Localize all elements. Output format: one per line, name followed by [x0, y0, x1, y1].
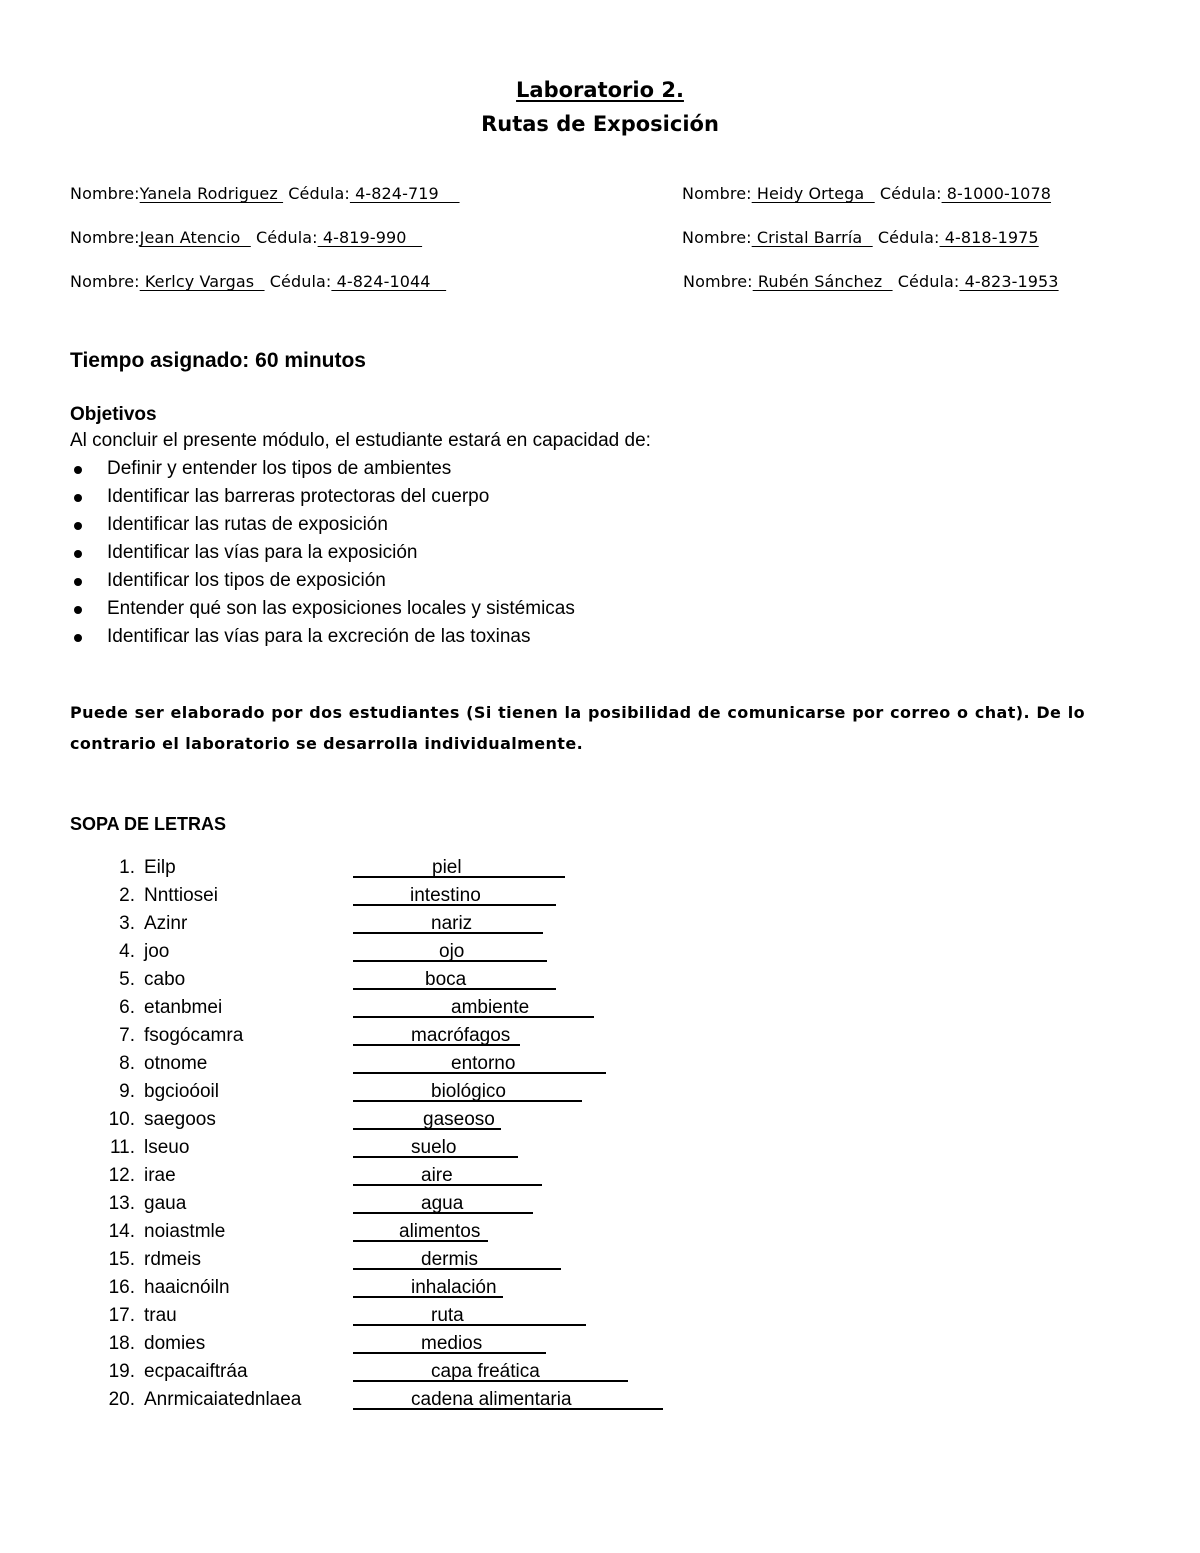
- student-name: Yanela Rodriguez: [139, 184, 284, 203]
- student-name: Jean Atencio: [139, 228, 251, 247]
- word-row: [0, 1078, 1200, 1106]
- id-label: Cédula:: [874, 184, 942, 203]
- answer-word: nariz: [431, 913, 473, 934]
- word-row: [0, 1358, 1200, 1386]
- scrambled-word: Azinr: [144, 913, 188, 934]
- name-label: Nombre:: [70, 184, 140, 203]
- answer-word: ruta: [431, 1305, 464, 1326]
- answer-word: capa freática: [431, 1361, 540, 1382]
- list-item: Identificar las rutas de exposición: [70, 511, 575, 539]
- scrambled-word: fsogócamra: [144, 1025, 244, 1046]
- word-number: 17.: [108, 1305, 135, 1326]
- scrambled-word: Anrmicaiatednlaea: [144, 1389, 302, 1410]
- word-row: [0, 938, 1200, 966]
- word-row: [0, 1218, 1200, 1246]
- word-number: 5.: [119, 969, 135, 990]
- student-name: Rubén Sánchez: [752, 272, 893, 291]
- word-row: [0, 1330, 1200, 1358]
- scrambled-word: lseuo: [144, 1137, 190, 1158]
- word-row: [0, 1050, 1200, 1078]
- answer-blank: [353, 1134, 518, 1158]
- student-id: 4-824-719: [349, 184, 460, 203]
- scrambled-word: etanbmei: [144, 997, 223, 1018]
- scrambled-word: joo: [144, 941, 170, 962]
- answer-blank: [353, 1022, 520, 1046]
- word-row: [0, 1162, 1200, 1190]
- scrambled-word: Eilp: [144, 857, 176, 878]
- word-row: [0, 1134, 1200, 1162]
- student-name: Kerlcy Vargas: [139, 272, 265, 291]
- answer-blank: [353, 1246, 561, 1270]
- answer-blank: [353, 1218, 488, 1242]
- answer-blank: [353, 1302, 586, 1326]
- answer-blank: [353, 1190, 533, 1214]
- answer-word: biológico: [431, 1081, 506, 1102]
- answer-blank: [353, 1386, 663, 1410]
- scrambled-word: otnome: [144, 1053, 208, 1074]
- list-item: Identificar las vías para la exposición: [70, 539, 575, 567]
- scrambled-word: Nnttiosei: [144, 885, 218, 906]
- student-line-6: [683, 272, 1059, 291]
- answer-word: inhalación: [411, 1277, 497, 1298]
- id-label: Cédula:: [264, 272, 332, 291]
- word-number: 14.: [108, 1221, 135, 1242]
- answer-word: agua: [421, 1193, 464, 1214]
- list-item: Definir y entender los tipos de ambientes: [70, 455, 575, 483]
- scrambled-word: trau: [144, 1305, 177, 1326]
- word-row: [0, 994, 1200, 1022]
- bullet-icon: [74, 466, 82, 474]
- word-number: 10.: [108, 1109, 135, 1130]
- time-allotted: Tiempo asignado: 60 minutos: [70, 349, 366, 372]
- student-id: 4-823-1953: [959, 272, 1059, 291]
- scrambled-word: haaicnóiln: [144, 1277, 230, 1298]
- answer-word: ambiente: [451, 997, 530, 1018]
- document-subtitle: Rutas de Exposición: [481, 112, 719, 136]
- word-row: [0, 1386, 1200, 1414]
- bullet-icon: [74, 494, 82, 502]
- word-search-heading: SOPA DE LETRAS: [70, 814, 227, 834]
- answer-blank: [353, 966, 556, 990]
- list-item: Entender qué son las exposiciones locales y sistémicas: [70, 595, 575, 623]
- id-label: Cédula:: [872, 228, 940, 247]
- objectives-list: [70, 455, 575, 651]
- scrambled-word: saegoos: [144, 1109, 216, 1130]
- answer-word: cadena alimentaria: [411, 1389, 572, 1410]
- student-line-1: [70, 184, 460, 203]
- word-number: 19.: [108, 1361, 135, 1382]
- answer-word: ojo: [439, 941, 465, 962]
- word-row: [0, 854, 1200, 882]
- bullet-icon: [74, 550, 82, 558]
- student-name: Heidy Ortega: [751, 184, 875, 203]
- student-name: Cristal Barría: [751, 228, 873, 247]
- student-id: 4-818-1975: [939, 228, 1039, 247]
- word-row: [0, 882, 1200, 910]
- bullet-icon: [74, 606, 82, 614]
- student-line-4: [682, 228, 1039, 247]
- word-row: [0, 1106, 1200, 1134]
- word-number: 7.: [119, 1025, 135, 1046]
- answer-blank: [353, 1078, 582, 1102]
- list-item: Identificar las vías para la excreción de las toxinas: [70, 623, 575, 651]
- student-line-5: [70, 272, 446, 291]
- student-id: 4-819-990: [317, 228, 423, 247]
- word-number: 18.: [108, 1333, 135, 1354]
- answer-word: medios: [421, 1333, 483, 1354]
- scrambled-word: cabo: [144, 969, 186, 990]
- answer-blank: [353, 882, 556, 906]
- word-row: [0, 1274, 1200, 1302]
- word-number: 4.: [119, 941, 135, 962]
- word-number: 2.: [119, 885, 135, 906]
- answer-blank: [353, 1050, 606, 1074]
- answer-blank: [353, 1274, 503, 1298]
- name-label: Nombre:: [682, 184, 752, 203]
- answer-word: alimentos: [399, 1221, 481, 1242]
- answer-word: intestino: [410, 885, 481, 906]
- scrambled-word: gaua: [144, 1193, 187, 1214]
- answer-blank: [353, 1162, 542, 1186]
- objectives-heading: Objetivos: [70, 404, 157, 425]
- word-number: 13.: [108, 1193, 135, 1214]
- answer-blank: [353, 854, 565, 878]
- answer-word: gaseoso: [423, 1109, 495, 1130]
- document-title: Laboratorio 2.: [516, 78, 684, 102]
- answer-word: boca: [425, 969, 467, 990]
- word-number: 12.: [108, 1165, 135, 1186]
- bullet-icon: [74, 634, 82, 642]
- id-label: Cédula:: [283, 184, 350, 203]
- answer-word: dermis: [421, 1249, 479, 1270]
- list-item: Identificar las barreras protectoras del cuerpo: [70, 483, 575, 511]
- student-line-3: [70, 228, 422, 247]
- scrambled-word: domies: [144, 1333, 206, 1354]
- word-number: 20.: [108, 1389, 135, 1410]
- word-row: [0, 1022, 1200, 1050]
- student-id: 8-1000-1078: [941, 184, 1052, 203]
- answer-blank: [353, 938, 547, 962]
- list-item: Identificar los tipos de exposición: [70, 567, 575, 595]
- word-number: 1.: [119, 857, 135, 878]
- word-list: [0, 854, 1200, 1414]
- word-row: [0, 1190, 1200, 1218]
- word-number: 9.: [119, 1081, 135, 1102]
- answer-blank: [353, 1330, 546, 1354]
- objectives-intro: Al concluir el presente módulo, el estudiante estará en capacidad de:: [70, 430, 651, 451]
- answer-word: piel: [432, 857, 462, 878]
- name-label: Nombre:: [70, 272, 140, 291]
- student-id: 4-824-1044: [331, 272, 447, 291]
- bullet-icon: [74, 522, 82, 530]
- word-row: [0, 1246, 1200, 1274]
- scrambled-word: rdmeis: [144, 1249, 202, 1270]
- answer-word: aire: [421, 1165, 453, 1186]
- answer-blank: [353, 1106, 501, 1130]
- word-number: 3.: [119, 913, 135, 934]
- id-label: Cédula:: [892, 272, 960, 291]
- answer-word: entorno: [451, 1053, 516, 1074]
- scrambled-word: bgcioóoil: [144, 1081, 219, 1102]
- id-label: Cédula:: [250, 228, 318, 247]
- collaboration-note: Puede ser elaborado por dos estudiantes (Si tienen la posibilidad de comunicarse por correo o chat). De lo contrario el laboratorio se desarrolla individualmente.: [70, 703, 1085, 753]
- scrambled-word: ecpacaiftráa: [144, 1361, 248, 1382]
- word-row: [0, 1302, 1200, 1330]
- word-number: 16.: [108, 1277, 135, 1298]
- word-row: [0, 966, 1200, 994]
- word-number: 11.: [109, 1137, 135, 1158]
- word-number: 15.: [108, 1249, 135, 1270]
- name-label: Nombre:: [682, 228, 752, 247]
- answer-word: suelo: [411, 1137, 457, 1158]
- name-label: Nombre:: [683, 272, 753, 291]
- student-line-2: [682, 184, 1051, 203]
- scrambled-word: noiastmle: [144, 1221, 226, 1242]
- word-number: 6.: [119, 997, 135, 1018]
- answer-blank: [353, 910, 543, 934]
- scrambled-word: irae: [144, 1165, 176, 1186]
- answer-blank: [353, 994, 594, 1018]
- answer-blank: [353, 1358, 628, 1382]
- word-row: [0, 910, 1200, 938]
- name-label: Nombre:: [70, 228, 140, 247]
- bullet-icon: [74, 578, 82, 586]
- word-number: 8.: [119, 1053, 135, 1074]
- answer-word: macrófagos: [411, 1025, 511, 1046]
